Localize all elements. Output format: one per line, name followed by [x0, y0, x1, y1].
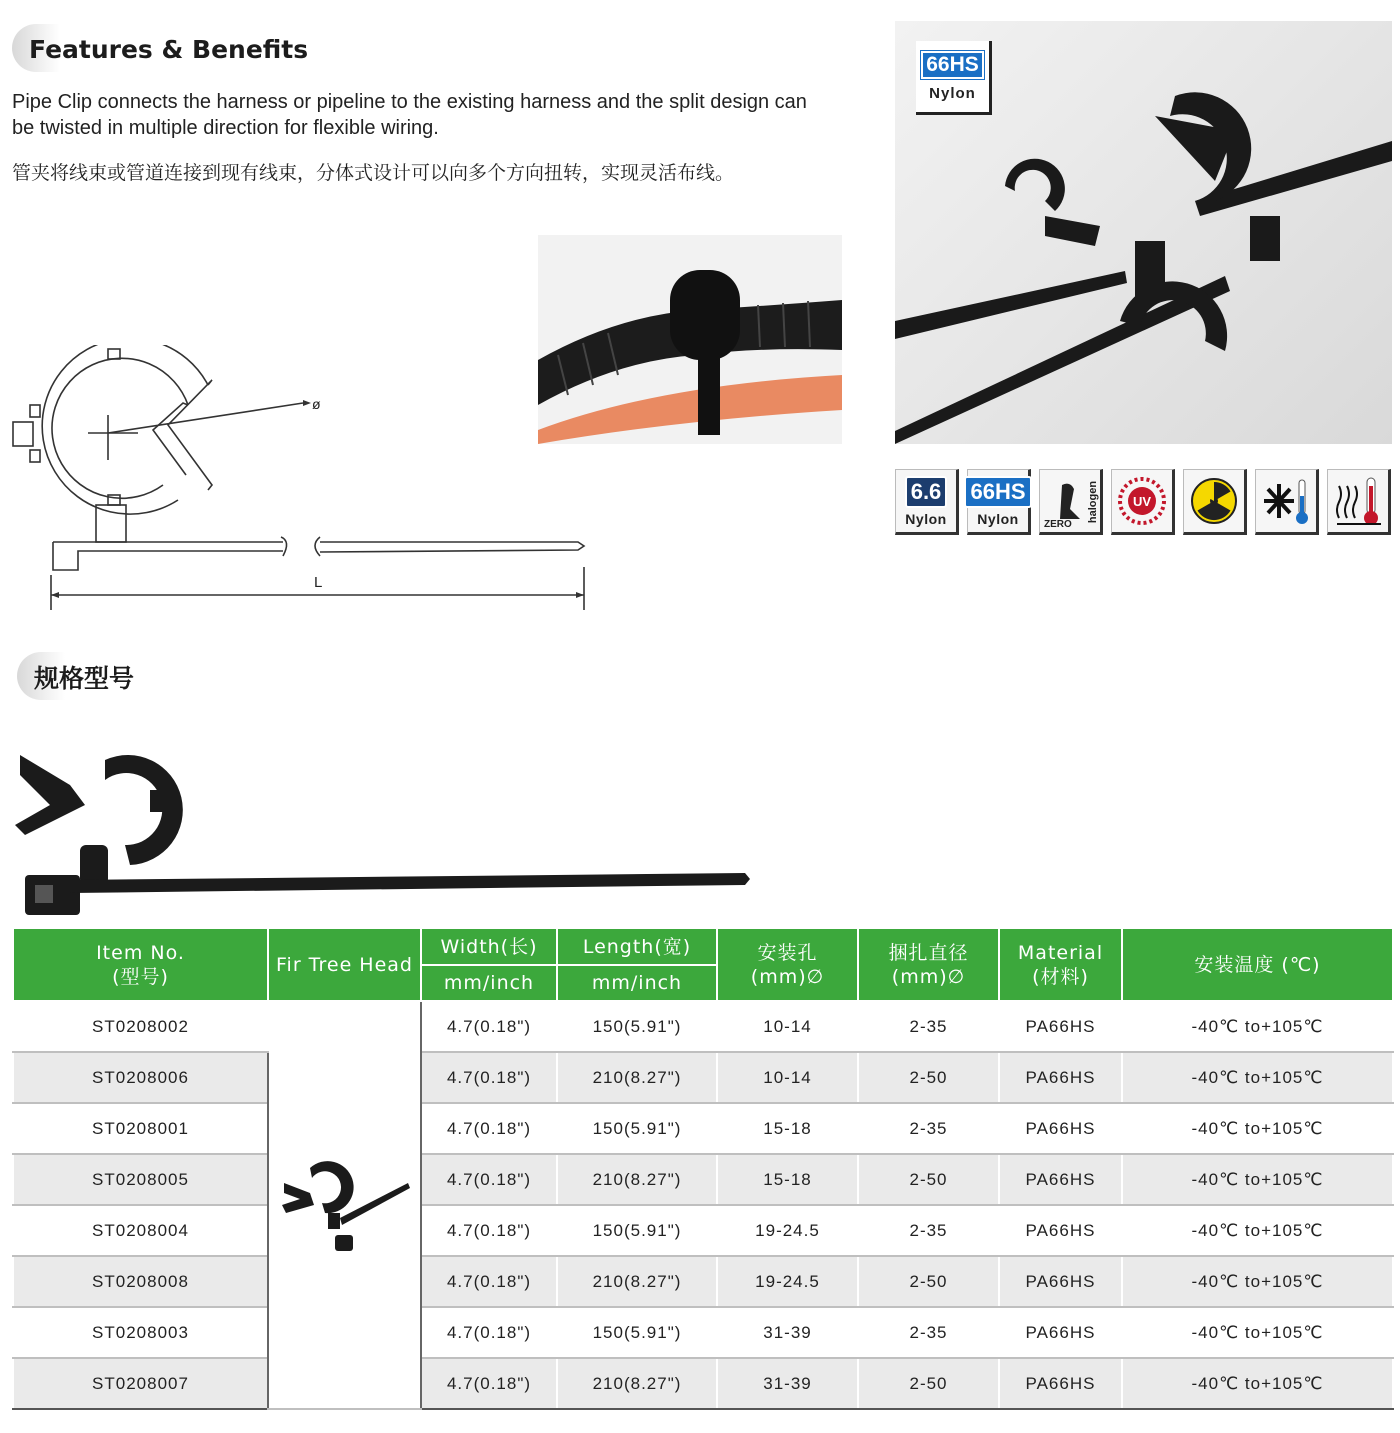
- th-temp: 安装温度 (℃): [1122, 928, 1393, 1001]
- cell-material: PA66HS: [999, 1052, 1122, 1103]
- cell-width: 4.7(0.18"): [421, 1205, 557, 1256]
- th-head: Fir Tree Head: [268, 928, 421, 1001]
- nylon-badge: [916, 41, 992, 115]
- table-row: [13, 1256, 1393, 1307]
- nylon-66-icon: 6.6 Nylon: [895, 469, 959, 535]
- th-hole: 安装孔 (mm)∅: [717, 928, 858, 1001]
- cell-length: 150(5.91"): [557, 1103, 717, 1154]
- cell-hole: 19-24.5: [717, 1256, 858, 1307]
- cell-hole: 19-24.5: [717, 1205, 858, 1256]
- th-width-unit: mm/inch: [421, 965, 557, 1001]
- cell-length: 210(8.27"): [557, 1154, 717, 1205]
- product-image-long: [10, 745, 755, 925]
- cell-temp: -40℃ to+105℃: [1122, 1052, 1393, 1103]
- features-description-cn: 管夹将线束或管道连接到现有线束，分体式设计可以向多个方向扭转，实现灵活布线。: [12, 162, 735, 184]
- length-label: L: [314, 574, 323, 591]
- cell-length: 210(8.27"): [557, 1256, 717, 1307]
- cell-temp: -40℃ to+105℃: [1122, 1103, 1393, 1154]
- table-row: [13, 1103, 1393, 1154]
- nylon-66hs-icon: 66HS Nylon: [967, 469, 1031, 535]
- cell-item-no: ST0208007: [13, 1358, 268, 1409]
- table-row: [13, 1307, 1393, 1358]
- cell-material: PA66HS: [999, 1154, 1122, 1205]
- cell-length: 150(5.91"): [557, 1205, 717, 1256]
- technical-drawing: [8, 345, 598, 615]
- cell-hole: 10-14: [717, 1001, 858, 1052]
- cell-temp: -40℃ to+105℃: [1122, 1205, 1393, 1256]
- cell-item-no: ST0208006: [13, 1052, 268, 1103]
- radiation-icon: [1183, 469, 1247, 535]
- uv-icon: [1111, 469, 1175, 535]
- cell-width: 4.7(0.18"): [421, 1358, 557, 1409]
- cell-item-no: ST0208003: [13, 1307, 268, 1358]
- cell-temp: -40℃ to+105℃: [1122, 1154, 1393, 1205]
- features-description-en: Pipe Clip connects the harness or pipeline to the existing harness and the split design can be twisted in multiple direction for flexible wiring.: [12, 91, 807, 139]
- cell-hole: 31-39: [717, 1307, 858, 1358]
- cell-hole: 10-14: [717, 1052, 858, 1103]
- cell-temp: -40℃ to+105℃: [1122, 1358, 1393, 1409]
- cell-bundle: 2-50: [858, 1052, 999, 1103]
- table-row: [13, 1358, 1393, 1409]
- cell-temp: -40℃ to+105℃: [1122, 1256, 1393, 1307]
- zero-halogen-icon: ZERO halogen: [1039, 469, 1103, 535]
- diameter-label: ø: [312, 396, 321, 412]
- cell-item-no: ST0208001: [13, 1103, 268, 1154]
- cell-bundle: 2-50: [858, 1154, 999, 1205]
- cell-item-no: ST0208002: [13, 1001, 268, 1052]
- cell-item-no: ST0208004: [13, 1205, 268, 1256]
- property-icons: [895, 469, 1391, 535]
- table-row: [13, 1154, 1393, 1205]
- spec-table: [12, 927, 1394, 1410]
- cell-hole: 15-18: [717, 1103, 858, 1154]
- badge-66hs-text: 66HS: [921, 51, 984, 79]
- cell-material: PA66HS: [999, 1103, 1122, 1154]
- cell-width: 4.7(0.18"): [421, 1307, 557, 1358]
- spec-section-header: [17, 652, 317, 702]
- cell-material: PA66HS: [999, 1307, 1122, 1358]
- th-material: Material (材料): [999, 928, 1122, 1001]
- cell-length: 150(5.91"): [557, 1307, 717, 1358]
- cold-temperature-icon: [1255, 469, 1319, 535]
- th-item-no: Item No. (型号): [13, 928, 268, 1001]
- cell-item-no: ST0208008: [13, 1256, 268, 1307]
- cell-bundle: 2-35: [858, 1103, 999, 1154]
- cell-hole: 15-18: [717, 1154, 858, 1205]
- cell-hole: 31-39: [717, 1358, 858, 1409]
- cell-width: 4.7(0.18"): [421, 1052, 557, 1103]
- cell-material: PA66HS: [999, 1358, 1122, 1409]
- th-width: Width(长): [421, 928, 557, 965]
- th-length: Length(宽): [557, 928, 717, 965]
- spec-title: 规格型号: [34, 664, 135, 693]
- cell-length: 210(8.27"): [557, 1358, 717, 1409]
- table-row: [13, 1001, 1393, 1052]
- cell-material: PA66HS: [999, 1205, 1122, 1256]
- th-length-unit: mm/inch: [557, 965, 717, 1001]
- cell-head-image: [268, 1001, 421, 1409]
- heat-temperature-icon: [1327, 469, 1391, 535]
- cell-material: PA66HS: [999, 1256, 1122, 1307]
- cell-width: 4.7(0.18"): [421, 1001, 557, 1052]
- features-title: Features & Benefits: [29, 34, 309, 64]
- application-photo: [538, 235, 842, 444]
- product-photo: [895, 21, 1392, 444]
- cell-bundle: 2-35: [858, 1307, 999, 1358]
- cell-width: 4.7(0.18"): [421, 1103, 557, 1154]
- cell-length: 210(8.27"): [557, 1052, 717, 1103]
- table-row: [13, 1052, 1393, 1103]
- cell-temp: -40℃ to+105℃: [1122, 1001, 1393, 1052]
- cell-length: 150(5.91"): [557, 1001, 717, 1052]
- table-row: [13, 1205, 1393, 1256]
- features-section-header: [12, 24, 412, 74]
- svg-text:UV: UV: [1132, 494, 1152, 509]
- cell-width: 4.7(0.18"): [421, 1154, 557, 1205]
- th-bundle: 捆扎直径 (mm)∅: [858, 928, 999, 1001]
- cell-width: 4.7(0.18"): [421, 1256, 557, 1307]
- cell-material: PA66HS: [999, 1001, 1122, 1052]
- cell-item-no: ST0208005: [13, 1154, 268, 1205]
- cell-bundle: 2-35: [858, 1205, 999, 1256]
- badge-nylon-text: Nylon: [929, 85, 976, 102]
- pipe-clip-thumbnail: [280, 1153, 410, 1253]
- cell-bundle: 2-50: [858, 1256, 999, 1307]
- cell-bundle: 2-50: [858, 1358, 999, 1409]
- cell-bundle: 2-35: [858, 1001, 999, 1052]
- cell-temp: -40℃ to+105℃: [1122, 1307, 1393, 1358]
